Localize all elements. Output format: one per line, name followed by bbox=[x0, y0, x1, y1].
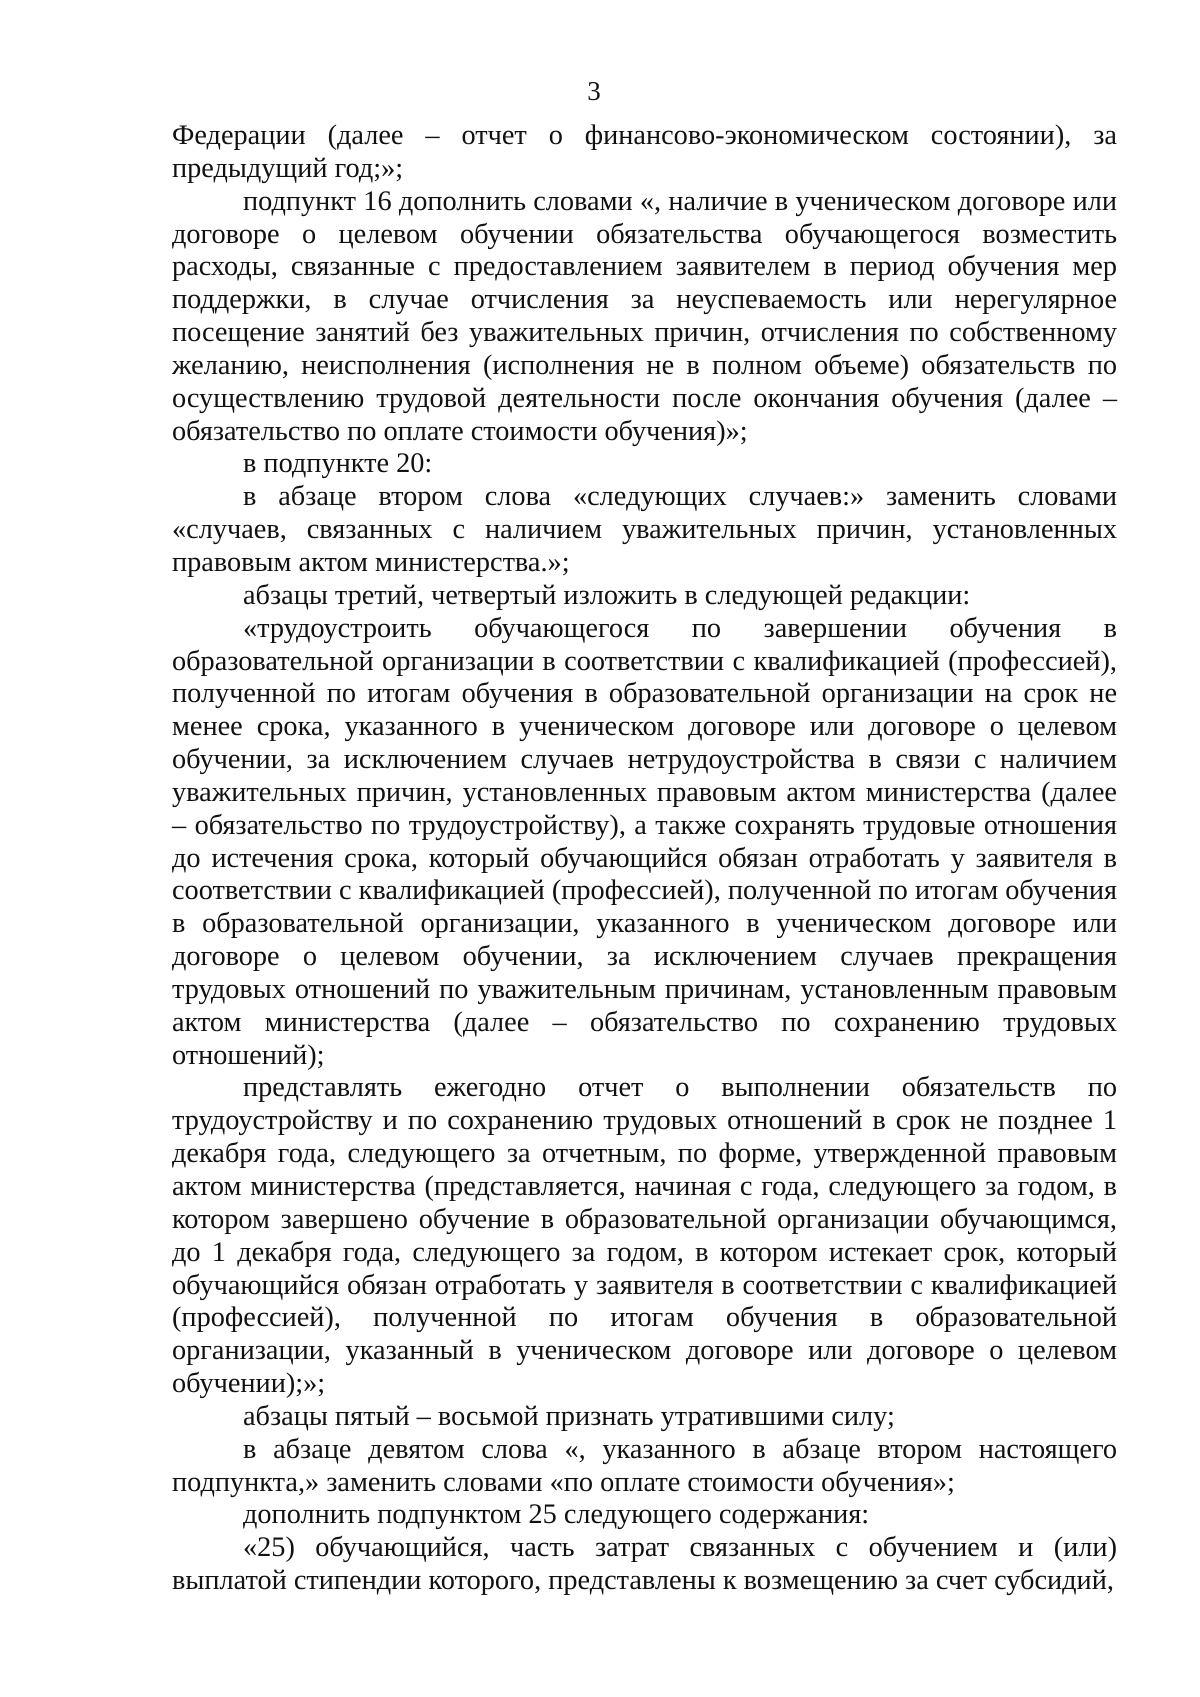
paragraph: дополнить подпунктом 25 следующего содержания: bbox=[243, 1499, 870, 1531]
paragraph: в абзаце девятом слова «, указанного в абзаце втором настоящего подпункта,» заменить словами «по оплате стоимости обучения»; bbox=[172, 1433, 1117, 1498]
paragraph: представлять ежегодно отчет о выполнении обязательств по трудоустройству и по сохранению трудовых отношений в срок не позднее 1 декабря года, следующего за отчетным, по форме, утвержденной правовым актом министерства (представляется, начиная с года, следующего за годом, в котором завершено обучение в образовательной организации обучающимся, до 1 декабря года, следующего за годом, в котором истекает срок, который обучающийся обязан отработать у заявителя в соответствии с квалификацией (профессией), полученной по итогам обучения в образовательной организации, указанный в ученическом договоре или договоре о целевом обучении);»; bbox=[172, 1072, 1117, 1400]
paragraph: абзацы пятый – восьмой признать утратившими силу; bbox=[243, 1400, 895, 1432]
paragraph: подпункт 16 дополнить словами «, наличие в ученическом договоре или договоре о целевом обучении обязательства обучающегося возместить расходы, связанные с предоставлением заявителем в период обучения мер поддержки, в случае отчисления за неуспеваемость или нерегулярное посещение занятий без уважительных причин, отчисления по собственному желанию, неисполнения (исполнения не в полном объеме) обязательств по осуществлению трудовой деятельности после окончания обучения (далее – обязательство по оплате стоимости обучения)»; bbox=[172, 185, 1117, 447]
document-body bbox=[172, 120, 1117, 1598]
paragraph: «25) обучающийся, часть затрат связанных с обучением и (или) выплатой стипендии которого, представлены к возмещению за счет субсидий, bbox=[172, 1532, 1117, 1597]
paragraph: Федерации (далее – отчет о финансово-экономическом состоянии), за предыдущий год;»; bbox=[172, 120, 1117, 184]
paragraph: в подпункте 20: bbox=[243, 448, 433, 480]
paragraph: абзацы третий, четвертый изложить в следующей редакции: bbox=[243, 579, 971, 611]
paragraph: в абзаце втором слова «следующих случаев:» заменить словами «случаев, связанных с наличием уважительных причин, установленных правовым актом министерства.»; bbox=[172, 481, 1117, 578]
page-number: 3 bbox=[587, 76, 601, 106]
paragraph: «трудоустроить обучающегося по завершении обучения в образовательной организации в соответствии с квалификацией (профессией), полученной по итогам обучения в образовательной организации на срок не менее срока, указанного в ученическом договоре или договоре о целевом обучении, за исключением случаев нетрудоустройства в связи с наличием уважительных причин, установленных правовым актом министерства (далее – обязательство по трудоустройству), а также сохранять трудовые отношения до истечения срока, который обучающийся обязан отработать у заявителя в соответствии с квалификацией (профессией), полученной по итогам обучения в образовательной организации, указанного в ученическом договоре или договоре о целевом обучении, за исключением случаев прекращения трудовых отношений по уважительным причинам, установленным правовым актом министерства (далее – обязательство по сохранению трудовых отношений); bbox=[172, 612, 1117, 1071]
